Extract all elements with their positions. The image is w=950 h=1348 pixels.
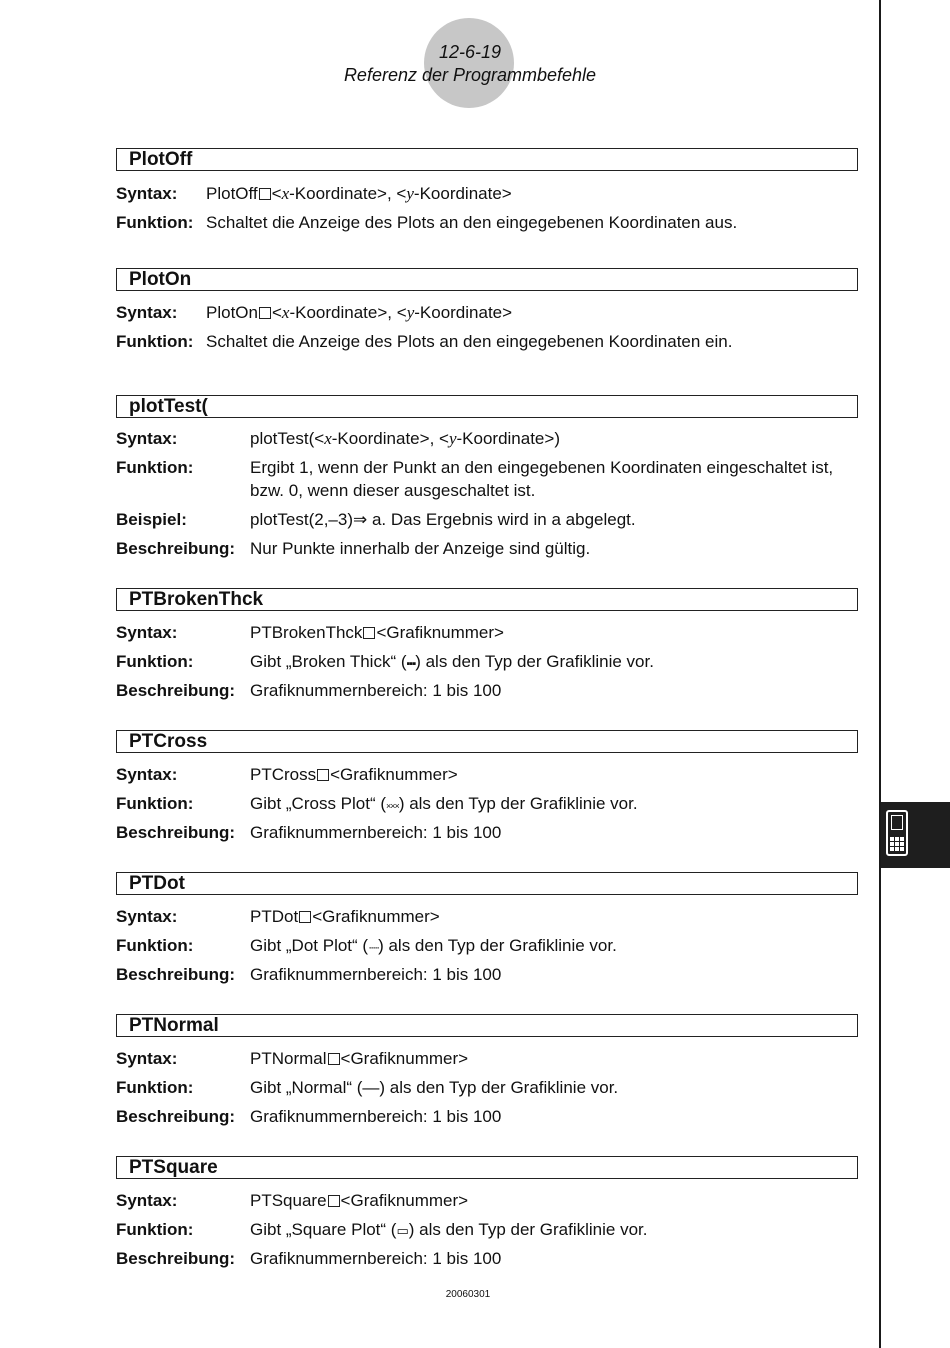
section-title-ploton: PlotOn [116, 268, 858, 291]
function-value: Schaltet die Anzeige des Plots an den eingegebenen Koordinaten ein. [206, 332, 733, 351]
description-label: Beschreibung: [116, 539, 236, 558]
function-value: Schaltet die Anzeige des Plots an den eingegebenen Koordinaten aus. [206, 213, 738, 232]
syntax-value: PTCross <Grafiknummer> [250, 765, 458, 784]
example-value: plotTest(2,–3)⇒ a. Das Ergebnis wird in a abgelegt. [250, 510, 636, 529]
syntax-label: Syntax: [116, 1049, 178, 1068]
description-label: Beschreibung: [116, 1249, 236, 1268]
description-value: Grafiknummernbereich: 1 bis 100 [250, 1249, 502, 1268]
section-title-plotoff: PlotOff [116, 148, 858, 171]
syntax-label: Syntax: [116, 1191, 178, 1210]
syntax-label: Syntax: [116, 907, 178, 926]
function-label: Funktion: [116, 1078, 194, 1097]
function-value: Ergibt 1, wenn der Punkt an den eingegebenen Koordinaten eingeschaltet ist, bzw. 0, wenn dieser ausgeschaltet ist. [250, 458, 834, 500]
function-label: Funktion: [116, 936, 194, 955]
syntax-label: Syntax: [116, 184, 178, 203]
function-label: Funktion: [116, 652, 194, 671]
syntax-label: Syntax: [116, 303, 178, 322]
function-value: Gibt „Square Plot“ (▭) als den Typ der Grafiklinie vor. [250, 1220, 648, 1239]
function-label: Funktion: [116, 794, 194, 813]
syntax-value: plotTest(<x-Koordinate>, <y-Koordinate>) [250, 429, 560, 448]
description-label: Beschreibung: [116, 965, 236, 984]
cross-plot-glyph: ××× [386, 801, 399, 811]
syntax-value: PTBrokenThck <Grafiknummer> [250, 623, 504, 642]
description-value: Grafiknummernbereich: 1 bis 100 [250, 681, 502, 700]
syntax-label: Syntax: [116, 623, 178, 642]
section-title-ptcross: PTCross [116, 730, 858, 753]
chapter-tab [881, 802, 950, 868]
section-title-ptbrokenthck: PTBrokenThck [116, 588, 858, 611]
function-value: Gibt „Normal“ (—) als den Typ der Grafiklinie vor. [250, 1078, 619, 1097]
syntax-label: Syntax: [116, 765, 178, 784]
page-number: 12-6-19 [438, 42, 502, 62]
function-value: Gibt „Dot Plot“ (·····) als den Typ der Grafiklinie vor. [250, 936, 617, 955]
syntax-value: PlotOn <x-Koordinate>, <y-Koordinate> [206, 303, 513, 322]
description-label: Beschreibung: [116, 1107, 236, 1126]
dot-plot-glyph: ····· [368, 940, 379, 954]
function-value: Gibt „Broken Thick“ (▪▪▪) als den Typ der Grafiklinie vor. [250, 652, 654, 671]
syntax-value: PlotOff <x-Koordinate>, <y-Koordinate> [206, 184, 512, 203]
description-value: Grafiknummernbereich: 1 bis 100 [250, 1107, 502, 1126]
description-value: Nur Punkte innerhalb der Anzeige sind gültig. [250, 539, 591, 558]
page-title: Referenz der Programmbefehle [343, 65, 597, 85]
function-label: Funktion: [116, 458, 194, 477]
function-label: Funktion: [116, 213, 194, 232]
calculator-icon [886, 810, 908, 856]
syntax-value: PTNormal <Grafiknummer> [250, 1049, 469, 1068]
section-title-ptnormal: PTNormal [116, 1014, 858, 1037]
example-label: Beispiel: [116, 510, 187, 529]
syntax-label: Syntax: [116, 429, 178, 448]
description-value: Grafiknummernbereich: 1 bis 100 [250, 823, 502, 842]
square-plot-glyph: ▭ [396, 1223, 409, 1238]
function-value: Gibt „Cross Plot“ (×××) als den Typ der Grafiklinie vor. [250, 794, 638, 813]
function-label: Funktion: [116, 332, 194, 351]
description-label: Beschreibung: [116, 681, 236, 700]
section-title-ptsquare: PTSquare [116, 1156, 858, 1179]
function-label: Funktion: [116, 1220, 194, 1239]
syntax-value: PTDot <Grafiknummer> [250, 907, 440, 926]
right-margin-rule [879, 0, 881, 1348]
normal-line-glyph: — [362, 1078, 380, 1097]
description-label: Beschreibung: [116, 823, 236, 842]
footer-code: 20060301 [445, 1289, 491, 1300]
description-value: Grafiknummernbereich: 1 bis 100 [250, 965, 502, 984]
syntax-value: PTSquare <Grafiknummer> [250, 1191, 469, 1210]
broken-thick-glyph: ▪▪▪ [406, 658, 416, 670]
section-title-plottest: plotTest( [116, 395, 858, 418]
header-circle [424, 18, 514, 108]
section-title-ptdot: PTDot [116, 872, 858, 895]
